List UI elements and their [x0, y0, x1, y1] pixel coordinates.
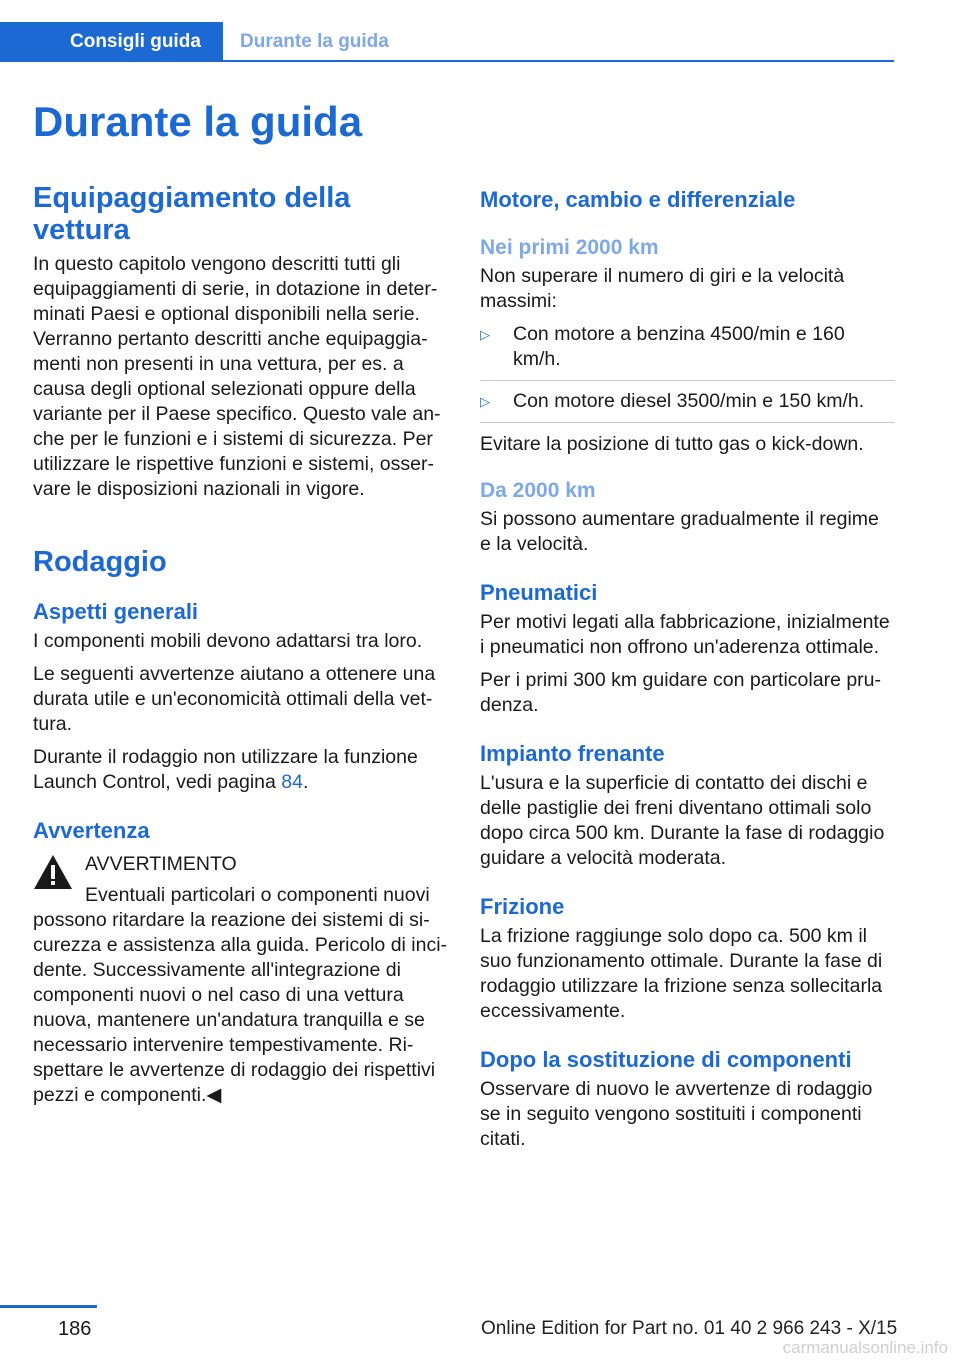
impianto-frenante-text: L'usura e la superficie di contatto dei dischi e delle pastiglie dei freni diventano ottimali solo dopo circa 500 km. Durante la fase di rodaggio guidare a velocità moderata. [480, 772, 885, 869]
aspetti-paragraph-1: I componenti mobili devono adattarsi tra loro. [33, 630, 423, 652]
tab-consigli-guida[interactable]: Consigli guida [0, 22, 223, 62]
aspetti-p3-text: Durante il rodaggio non utilizzare la funzione Launch Control, vedi pagina [33, 746, 418, 793]
primi-2000-text: Non superare il numero di giri e la velocità massimi: [480, 265, 845, 312]
right-column [480, 182, 895, 1152]
sostituzione-heading: Dopo la sostituzione di componenti [480, 1047, 852, 1072]
page-title: Durante la guida [33, 98, 363, 145]
bullet-triangle-icon: ▷ [480, 327, 490, 342]
equipaggiamento-text: In questo capitolo vengono descritti tutti gli equipaggiamenti di serie, in dotazione in deter‐minati Paesi e optional disponibili nella serie. Verranno pertanto descritti anche equipaggia‐menti non presenti in una vettura, per es. a causa degli optional selezionati oppure della variante per il Paese specifico. Questo vale an‐che per le funzioni e i sistemi di sicurezza. Per utilizzare le rispettive funzioni e sistemi, osser‐vare le disposizioni nazionali in vigore. [33, 253, 441, 500]
header-rule [223, 60, 894, 62]
list-item [480, 389, 895, 422]
list-separator [480, 422, 895, 423]
impianto-frenante-heading: Impianto frenante [480, 741, 665, 766]
sostituzione-text: Osservare di nuovo le avvertenze di rodaggio se in seguito vengono sostituiti i componenti citati. [480, 1078, 873, 1150]
primi-2000-heading: Nei primi 2000 km [480, 236, 659, 259]
warning-box [33, 852, 448, 1108]
warning-text: Eventuali particolari o componenti nuovi possono ritardare la reazione dei sistemi di si‐curezza e assistenza alla guida. Pericolo di inci‐dente. Successivamente all'integrazione di componenti nuovi o nel caso di una vettura nuova, mantenere un'andatura tranquilla e se necessario intervenire tempestivamente. Ri‐spettare le avvertenze di rodaggio dei rispettivi pezzi e componenti.◀ [33, 884, 448, 1106]
da-2000-heading: Da 2000 km [480, 479, 596, 502]
list-item-text: Con motore diesel 3500/min e 150 km/h. [513, 390, 865, 412]
watermark: carmanualsonline.info [782, 1338, 948, 1357]
warning-triangle-icon [33, 854, 73, 890]
aspetti-paragraph-2: Le seguenti avvertenze aiutano a ottenere una durata utile e un'economicità ottimali della vet‐tura. [33, 663, 436, 735]
edition-footer: Online Edition for Part no. 01 40 2 966 243 - X/15 [481, 1318, 898, 1339]
aspetti-generali-heading: Aspetti generali [33, 599, 199, 624]
aspetti-p3-end: . [302, 771, 309, 793]
avvertenza-heading: Avvertenza [33, 818, 150, 843]
left-column [33, 182, 448, 1108]
header-bar [0, 22, 894, 62]
rodaggio-heading: Rodaggio [33, 546, 167, 578]
page-number-rule [0, 1305, 97, 1308]
motore-heading: Motore, cambio e differenziale [480, 187, 796, 212]
aspetti-paragraph-3 [33, 745, 448, 795]
frizione-text: La frizione raggiunge solo dopo ca. 500 km il suo funzionamento ottimale. Durante la fase di rodaggio utilizzare la frizione senza sollecitarla eccessivamente. [480, 925, 883, 1022]
frizione-heading: Frizione [480, 894, 565, 919]
pneumatici-paragraph-2: Per i primi 300 km guidare con particolare pru‐denza. [480, 669, 882, 716]
list-item-text: Con motore a benzina 4500/min e 160 km/h. [513, 323, 845, 370]
warning-title: AVVERTIMENTO [85, 853, 237, 875]
da-2000-text: Si possono aumentare gradualmente il regime e la velocità. [480, 508, 879, 555]
pneumatici-heading: Pneumatici [480, 580, 598, 605]
bullet-triangle-icon: ▷ [480, 394, 490, 409]
page-link-84[interactable]: 84 [281, 771, 303, 793]
list-separator [480, 380, 895, 381]
primi-2000-after: Evitare la posizione di tutto gas o kick-down. [480, 433, 864, 455]
limits-list [480, 322, 895, 423]
tab-durante-la-guida[interactable]: Durante la guida [240, 31, 389, 52]
list-item [480, 322, 895, 380]
pneumatici-paragraph-1: Per motivi legati alla fabbricazione, inizialmente i pneumatici non offrono un'aderenza ottimale. [480, 611, 890, 658]
page-number: 186 [58, 1318, 92, 1340]
equipaggiamento-heading: Equipaggiamento della vettura [33, 182, 351, 246]
